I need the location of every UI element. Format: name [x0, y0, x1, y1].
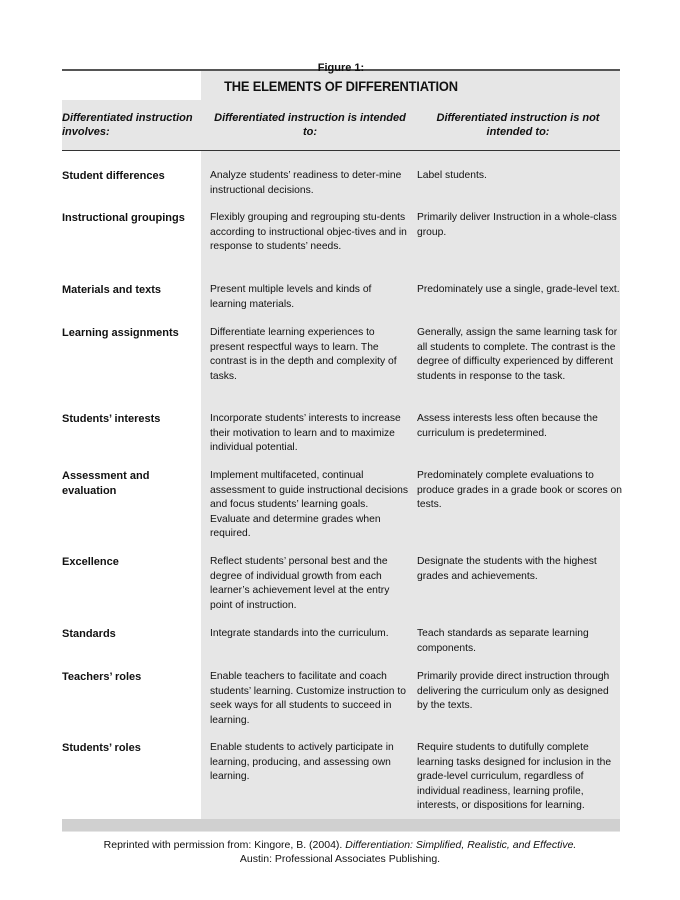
- row-not-intended: Designate the students with the highest grades and achievements.: [417, 556, 597, 582]
- row-not-intended: Assess interests less often because the curriculum is predetermined.: [417, 413, 598, 439]
- row-element: Learning assignments: [62, 327, 179, 339]
- row-not-intended: Label students.: [417, 170, 487, 181]
- header-col2: Differentiated instruction is intended to:: [214, 112, 406, 138]
- header-col3: Differentiated instruction is not intended to:: [436, 112, 600, 138]
- row-element: Assessment and evaluation: [62, 470, 150, 497]
- row-not-intended: Teach standards as separate learning components.: [417, 628, 589, 654]
- row-element: Excellence: [62, 556, 119, 568]
- row-intended: Analyze students’ readiness to deter-mine instructional decisions.: [210, 170, 402, 196]
- row-intended: Enable students to actively participate in learning, producing, and assessing own learning.: [210, 742, 394, 782]
- figure-label: Figure 1:: [317, 62, 365, 74]
- row-not-intended: Require students to dutifully complete learning tasks designed for inclusion in the grade-level curriculum, regardless of individual readiness, learning profile, interests, or dispositions for learning.: [417, 742, 612, 811]
- row-not-intended: Predominately complete evaluations to produce grades in a grade book or scores on tests.: [417, 470, 622, 510]
- row-intended: Reflect students’ personal best and the degree of individual growth from each learner’s achievement level at the entry point of instruction.: [210, 556, 390, 611]
- header-spacer: [62, 70, 201, 100]
- citation: [40, 838, 640, 866]
- header-rule: [62, 150, 620, 151]
- row-intended: Incorporate students’ interests to increase their motivation to learn and to maximize individual potential.: [210, 413, 401, 453]
- row-element: Students’ interests: [62, 413, 161, 425]
- row-element: Teachers’ roles: [62, 671, 142, 683]
- row-element: Students’ roles: [62, 742, 141, 754]
- row-not-intended: Generally, assign the same learning task for all students to complete. The contrast is the degree of difficulty experienced by different students in response to the task.: [417, 327, 618, 382]
- row-intended: Implement multifaceted, continual assessment to guide instructional decisions and focus students’ learning goals. Evaluate and determine grades when required.: [210, 470, 409, 539]
- row-element: Materials and texts: [62, 284, 162, 296]
- row-intended: Present multiple levels and kinds of learning materials.: [210, 284, 372, 310]
- row-intended: Differentiate learning experiences to present respectful ways to learn. The contrast is in the depth and complexity of tasks.: [210, 327, 397, 382]
- row-intended: Integrate standards into the curriculum.: [210, 628, 389, 639]
- citation-book-title: Differentiation: Simplified, Realistic, and Effective.: [345, 839, 577, 851]
- row-intended: Enable teachers to facilitate and coach students’ learning. Customize instruction to seek ways for all students to succeed in learning.: [210, 671, 406, 726]
- row-not-intended: Primarily provide direct instruction through delivering the curriculum only as designed by the texts.: [417, 671, 610, 711]
- row-not-intended: Predominately use a single, grade-level text.: [417, 284, 620, 295]
- citation-publisher: Austin: Professional Associates Publishing.: [239, 853, 441, 865]
- row-not-intended: Primarily deliver Instruction in a whole-class group.: [417, 212, 617, 238]
- bottom-rule: [62, 819, 620, 831]
- header-col1: Differentiated instruction involves:: [62, 112, 193, 138]
- figure-title: THE ELEMENTS OF DIFFERENTIATION: [224, 78, 458, 94]
- row-element: Instructional groupings: [62, 212, 185, 224]
- row-intended: Flexibly grouping and regrouping stu-dents according to instructional objec-tives and in response to students’ needs.: [210, 212, 407, 252]
- citation-prefix: Reprinted with permission from: Kingore, B. (2004).: [103, 839, 346, 851]
- row-element: Standards: [62, 628, 116, 640]
- row-element: Student differences: [62, 170, 165, 182]
